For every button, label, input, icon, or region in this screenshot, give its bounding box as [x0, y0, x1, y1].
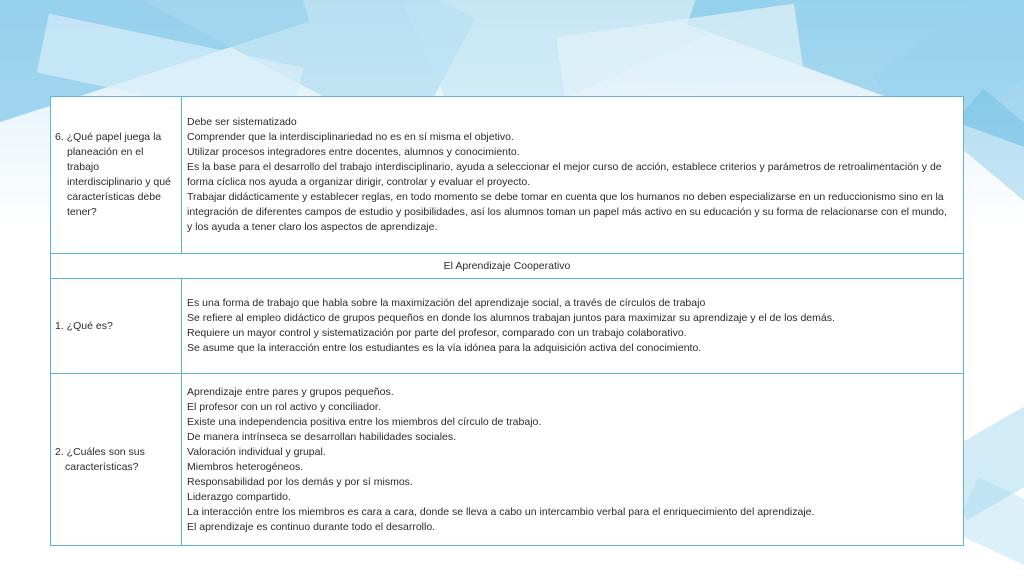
question-cell	[51, 97, 182, 254]
answer-line: De manera intrínseca se desarrollan habilidades sociales.	[187, 430, 457, 443]
answer-line: El aprendizaje es continuo durante todo el desarrollo.	[187, 520, 436, 533]
table-row	[51, 279, 964, 374]
answer-line: Se refiere al empleo didáctico de grupos pequeños en donde los alumnos trabajan juntos para maximizar su aprendizaje y el de los demás.	[187, 312, 835, 324]
section-title: El Aprendizaje Cooperativo	[51, 254, 964, 279]
answer-line: El profesor con un rol activo y conciliador.	[187, 400, 381, 413]
question-cell	[51, 374, 182, 546]
table-row	[51, 374, 964, 546]
answer-line: Se asume que la interacción entre los estudiantes es la vía idónea para la adquisición activa del conocimiento.	[187, 342, 702, 354]
answer-line: Es una forma de trabajo que habla sobre la maximización del aprendizaje social, a través de círculos de trabajo	[187, 297, 706, 309]
answer-line: Utilizar procesos integradores entre docentes, alumnos y conocimiento.	[187, 146, 520, 158]
answer-line: Requiere un mayor control y sistematización por parte del profesor, comparado con un trabajo colaborativo.	[187, 327, 687, 339]
question-text: 6. ¿Qué papel juega la planeación en el trabajo interdisciplinario y qué características debe tener?	[55, 131, 171, 218]
answer-line: Debe ser sistematizado	[187, 116, 297, 128]
answer-cell	[182, 97, 964, 254]
answer-line: Es la base para el desarrollo del trabajo interdisciplinario, ayuda a seleccionar el mejor curso de acción, establece criterios y parámetros de retroalimentación y de forma cíclica nos ayuda a organizar dirigir, controlar y evaluar el proyecto.	[187, 161, 942, 188]
answer-line: Miembros heterogéneos.	[187, 460, 304, 473]
answer-line: La interacción entre los miembros es cara a cara, donde se lleva a cabo un intercambio verbal para el enriquecimiento del aprendizaje.	[187, 505, 815, 518]
answer-line: Liderazgo compartido.	[187, 490, 291, 503]
answer-cell	[182, 279, 964, 374]
answer-cell	[182, 374, 964, 546]
answer-line: Existe una independencia positiva entre los miembros del círculo de trabajo.	[187, 415, 542, 428]
content-table	[50, 96, 964, 546]
answer-line: Aprendizaje entre pares y grupos pequeños.	[187, 385, 394, 398]
table-row	[51, 97, 964, 254]
section-row	[51, 254, 964, 279]
answer-line: Responsabilidad por los demás y por sí mismos.	[187, 475, 413, 488]
answer-line: Valoración individual y grupal.	[187, 445, 326, 458]
answer-line: Comprender que la interdisciplinariedad no es en sí misma el objetivo.	[187, 131, 514, 143]
question-cell	[51, 279, 182, 374]
answer-line: Trabajar didácticamente y establecer reglas, en todo momento se debe tomar en cuenta que los humanos no deben especializarse en un reduccionismo sino en la integración de diferentes campos de estudio y posibilidades, así los alumnos toman un papel más activo en su educación y su forma de relacionarse con el mundo, y los ayuda a tener claro los aspectos de aprendizaje.	[187, 191, 947, 233]
question-text: 2. ¿Cuáles son sus características?	[55, 445, 145, 473]
question-text: 1. ¿Qué es?	[55, 319, 113, 332]
